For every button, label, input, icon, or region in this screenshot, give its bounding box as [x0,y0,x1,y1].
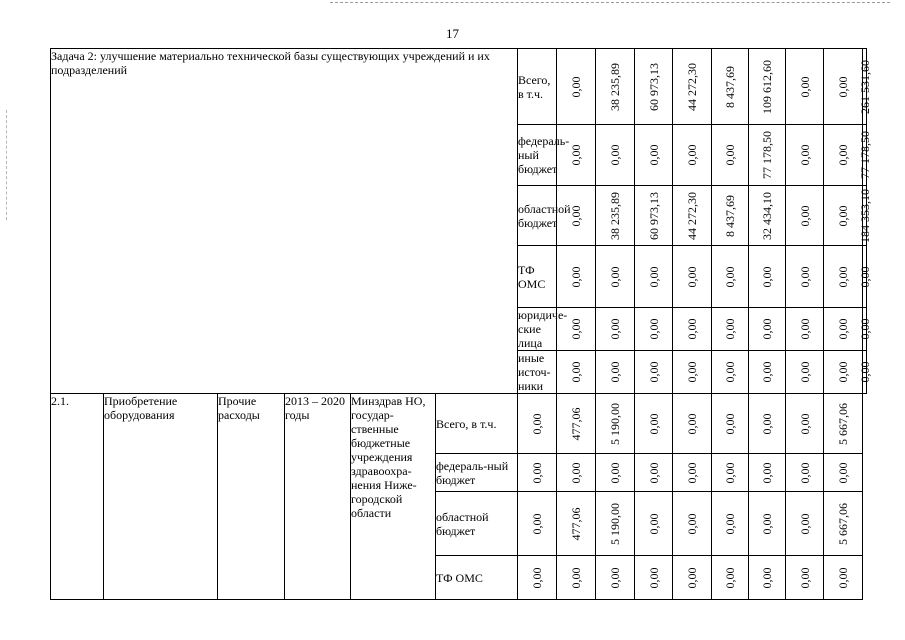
amount-value: 0,00 [685,462,699,483]
amount-cell [673,49,712,125]
amount-value: 0,00 [569,144,583,166]
amount-cell [857,308,872,351]
amount-cell [557,246,596,308]
amount-cell [635,308,673,351]
task-funding-row [51,49,867,125]
amount-value: 8 437,69 [723,194,737,237]
amount-cell [673,308,712,351]
amount-value: 0,00 [530,462,544,483]
amount-value: 0,00 [723,513,737,534]
amount-cell [786,308,824,351]
amount-value: 0,00 [646,462,661,483]
amount-cell [786,394,824,454]
amount-value: 0,00 [836,76,850,97]
amount-cell [596,492,635,556]
item-number: 2.1. [51,394,104,600]
amount-value: 0,00 [530,413,544,434]
amount-cell [557,492,596,556]
amount-cell [596,186,635,246]
amount-value: 0,00 [685,318,699,340]
amount-value: 0,00 [797,413,812,434]
amount-value: 0,00 [760,567,774,588]
amount-cell [712,125,749,186]
amount-value: 0,00 [569,361,583,383]
amount-value: 0,00 [723,361,737,383]
amount-value: 8 437,69 [723,65,737,108]
amount-value: 60 973,13 [646,62,661,111]
amount-cell [749,246,786,308]
amount-value: 0,00 [723,462,737,483]
amount-value: 0,00 [836,361,850,383]
amount-cell [635,492,673,556]
implementation-period: 2013 – 2020 годы [285,394,351,600]
amount-cell [673,394,712,454]
task-title: Задача 2: улучшение материально технической базы существующих учреждений и их подразделений [51,49,518,394]
amount-cell [596,125,635,186]
amount-value: 0,00 [836,144,850,166]
page-number: 17 [446,26,459,41]
amount-value: 0,00 [797,567,812,588]
funding-source: областной бюджет [436,492,518,556]
amount-value: 0,00 [723,413,737,434]
amount-cell [786,49,824,125]
amount-value: 0,00 [857,361,872,383]
amount-value: 0,00 [836,266,850,287]
amount-cell [749,308,786,351]
amount-cell [712,308,749,351]
amount-value: 0,00 [569,205,583,226]
amount-cell [596,556,635,600]
amount-cell [824,49,863,125]
amount-cell [857,186,872,246]
amount-cell [557,556,596,600]
amount-value: 0,00 [646,266,661,287]
amount-cell [635,49,673,125]
amount-value: 0,00 [760,361,774,383]
amount-cell [557,125,596,186]
funding-source: федераль-ный бюджет [436,454,518,492]
amount-cell [857,246,872,308]
amount-value: 0,00 [723,144,737,166]
amount-cell [635,556,673,600]
financing-table [50,48,872,600]
item-funding-row [51,394,867,454]
amount-cell [749,125,786,186]
funding-source: иные источ-ники [518,351,557,394]
item-name: Приобретение оборудования [104,394,218,600]
amount-value: 261 531,60 [857,59,872,114]
amount-value: 5 190,00 [608,402,622,445]
amount-cell [749,394,786,454]
amount-value: 0,00 [760,318,774,340]
amount-value: 0,00 [723,567,737,588]
amount-value: 0,00 [646,361,661,383]
amount-value: 0,00 [797,266,812,287]
amount-value: 44 272,30 [685,62,699,111]
amount-value: 0,00 [723,266,737,287]
amount-value: 0,00 [608,318,622,340]
amount-cell [786,351,824,394]
amount-cell [518,394,557,454]
amount-cell [712,246,749,308]
amount-value: 0,00 [797,513,812,534]
amount-value: 0,00 [685,144,699,166]
amount-value: 477,06 [569,407,583,440]
amount-cell [673,492,712,556]
amount-value: 0,00 [797,462,812,483]
amount-value: 38 235,89 [608,62,622,111]
amount-cell [857,351,872,394]
amount-cell [857,49,872,125]
amount-cell [712,454,749,492]
amount-cell [557,308,596,351]
amount-cell [749,492,786,556]
amount-cell [824,351,863,394]
amount-cell [824,492,863,556]
amount-cell [673,186,712,246]
expense-type: Прочие расходы [218,394,285,600]
amount-cell [712,351,749,394]
amount-value: 0,00 [608,361,622,383]
amount-cell [786,492,824,556]
amount-value: 0,00 [723,318,737,340]
amount-value: 0,00 [646,318,661,340]
amount-cell [596,308,635,351]
amount-cell [635,394,673,454]
amount-cell [749,49,786,125]
scan-artifact-line [330,2,890,3]
amount-cell [635,125,673,186]
amount-value: 0,00 [646,144,661,166]
amount-value: 5 190,00 [608,502,622,545]
amount-cell [824,454,863,492]
amount-cell [712,492,749,556]
funding-source: Всего, в т.ч. [436,394,518,454]
amount-value: 477,06 [569,507,583,540]
amount-cell [557,186,596,246]
amount-value: 109 612,60 [760,59,774,114]
amount-cell [824,246,863,308]
amount-cell [596,351,635,394]
amount-cell [712,186,749,246]
amount-value: 0,00 [836,462,850,483]
amount-value: 0,00 [569,567,583,588]
amount-cell [786,246,824,308]
amount-value: 44 272,30 [685,191,699,240]
amount-value: 0,00 [836,205,850,226]
amount-cell [749,556,786,600]
amount-value: 0,00 [797,76,812,97]
amount-cell [749,186,786,246]
amount-cell [596,454,635,492]
amount-cell [749,351,786,394]
amount-cell [824,394,863,454]
amount-value: 0,00 [685,266,699,287]
amount-cell [673,454,712,492]
amount-cell [712,394,749,454]
amount-cell [557,394,596,454]
amount-value: 0,00 [836,567,850,588]
amount-cell [557,454,596,492]
amount-cell [786,454,824,492]
funding-source: Всего, в т.ч. [518,49,557,125]
funding-source: областной бюджет [518,186,557,246]
amount-cell [786,125,824,186]
amount-value: 0,00 [685,413,699,434]
amount-value: 0,00 [797,205,812,226]
amount-value: 0,00 [760,413,774,434]
amount-value: 0,00 [685,513,699,534]
amount-cell [786,186,824,246]
amount-cell [596,49,635,125]
amount-cell [824,308,863,351]
amount-value: 0,00 [608,144,622,166]
funding-source: юридиче-ские лица [518,308,568,350]
amount-value: 0,00 [569,266,583,287]
amount-value: 0,00 [608,462,622,483]
amount-value: 0,00 [608,266,622,287]
amount-cell [857,125,872,186]
funding-source: ТФ ОМС [518,246,557,308]
amount-cell [824,125,863,186]
amount-cell [635,351,673,394]
amount-value: 0,00 [646,513,661,534]
amount-cell [824,556,863,600]
amount-value: 0,00 [760,513,774,534]
amount-cell [673,556,712,600]
amount-cell [824,186,863,246]
amount-value: 0,00 [569,76,583,97]
amount-value: 5 667,06 [836,502,850,545]
amount-cell [786,556,824,600]
amount-value: 77 178,50 [760,131,774,179]
amount-value: 0,00 [797,361,812,383]
amount-cell [518,454,557,492]
amount-value: 0,00 [760,462,774,483]
amount-cell [673,125,712,186]
amount-value: 0,00 [797,318,812,340]
amount-cell [518,556,557,600]
amount-value: 0,00 [646,413,661,434]
amount-value: 0,00 [836,318,850,340]
amount-value: 0,00 [646,567,661,588]
amount-cell [712,49,749,125]
executor: Минздрав НО, государ-ственные бюджетные учреждения здравоохра-нения Ниже-городской области [351,394,436,600]
amount-cell [635,186,673,246]
amount-cell [557,49,596,125]
funding-source: ТФ ОМС [436,556,518,600]
amount-value: 0,00 [685,361,699,383]
amount-value: 5 667,06 [836,402,850,445]
amount-cell [749,454,786,492]
amount-cell [635,454,673,492]
amount-cell [673,351,712,394]
amount-value: 60 973,13 [646,191,661,240]
amount-value: 0,00 [569,462,583,483]
amount-value: 0,00 [857,318,872,340]
amount-value: 184 353,10 [857,188,872,243]
amount-cell [596,394,635,454]
amount-value: 0,00 [685,567,699,588]
amount-cell [712,556,749,600]
amount-value: 77 178,50 [857,131,872,179]
amount-cell [635,246,673,308]
amount-value: 0,00 [760,266,774,287]
amount-cell [596,246,635,308]
amount-cell [673,246,712,308]
amount-value: 0,00 [530,513,544,534]
amount-value: 0,00 [857,266,872,287]
amount-cell [557,351,596,394]
amount-value: 0,00 [569,318,583,340]
amount-value: 0,00 [797,144,812,166]
amount-value: 32 434,10 [760,191,774,240]
amount-cell [518,492,557,556]
funding-source: федераль-ный бюджет [518,125,557,186]
amount-value: 0,00 [530,567,544,588]
amount-value: 38 235,89 [608,191,622,240]
scan-artifact-margin [6,110,7,220]
amount-value: 0,00 [608,567,622,588]
